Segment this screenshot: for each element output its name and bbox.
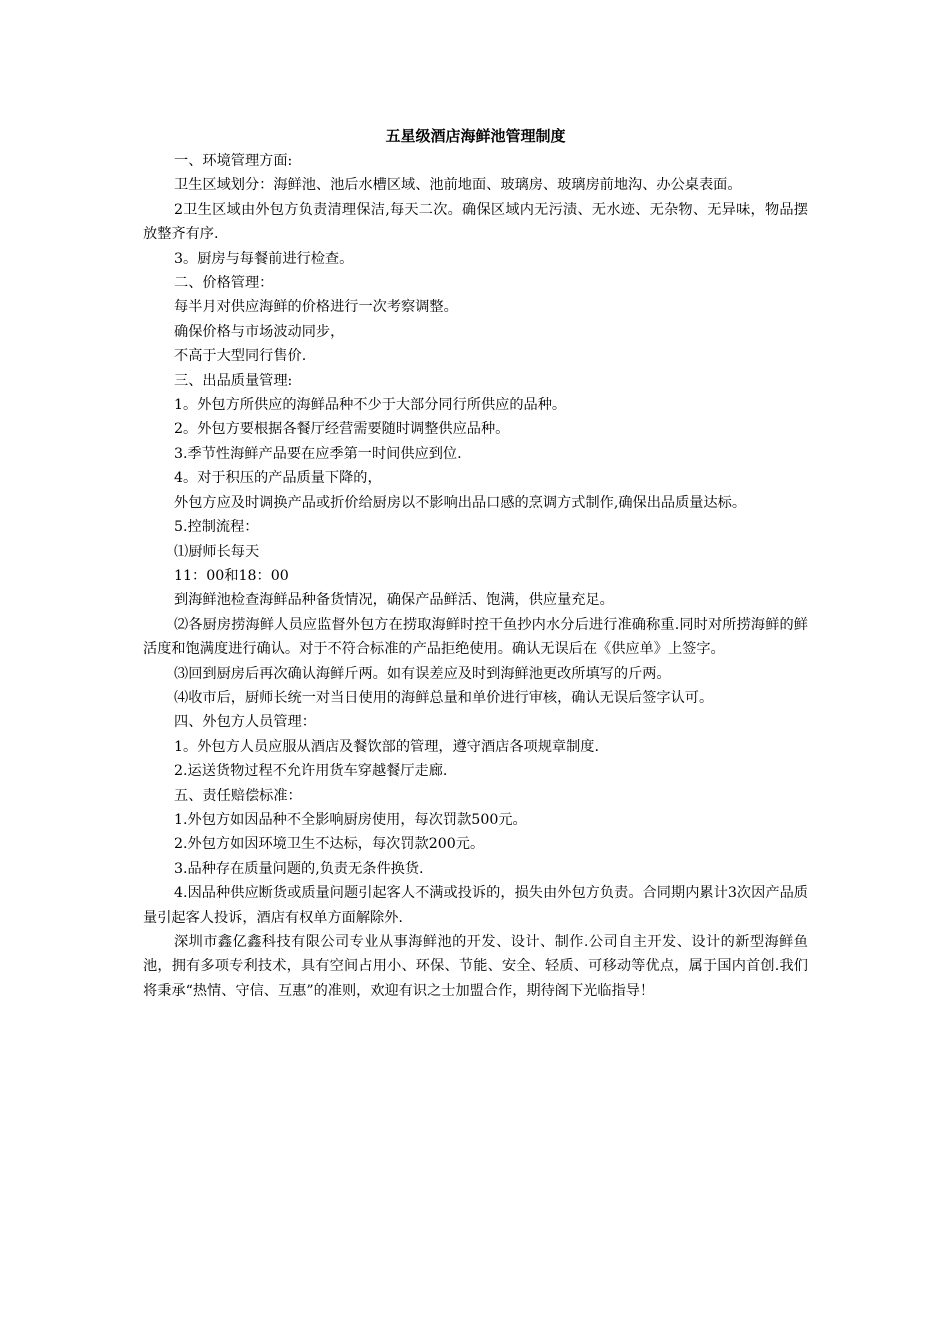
paragraph: 三、出品质量管理:	[174, 372, 293, 389]
paragraph: 2.运送货物过程不允许用货车穿越餐厅走廊.	[174, 763, 448, 780]
paragraph: 4。对于积压的产品质量下降的，	[174, 470, 382, 487]
paragraph: ⑶回到厨房后再次确认海鲜斤两。如有误差应及时到海鲜池更改所填写的斤两。	[174, 665, 671, 682]
paragraph: 到海鲜池检查海鲜品种备货情况，确保产品鲜活、饱满，供应量充足。	[174, 592, 614, 609]
paragraph: 卫生区域划分：海鲜池、池后水槽区域、池前地面、玻璃房、玻璃房前地沟、办公桌表面。	[174, 177, 742, 194]
paragraph: 外包方应及时调换产品或折价给厨房以不影响出品口感的烹调方式制作,确保出品质量达标。	[174, 494, 747, 511]
document-page	[143, 124, 808, 1003]
paragraph: 5.控制流程：	[174, 519, 259, 536]
paragraph: 二、价格管理：	[174, 275, 274, 292]
paragraph: ⑵各厨房捞海鲜人员应监督外包方在捞取海鲜时控干鱼抄内水分后进行准确称重.同时对所捞海鲜的鲜活度和饱满度进行确认。对于不符合标准的产品拒绝使用。确认无误后在《供应单》上签字。	[143, 616, 808, 658]
paragraph: 3.季节性海鲜产品要在应季第一时间供应到位.	[174, 445, 462, 462]
paragraph: 深圳市鑫亿鑫科技有限公司专业从事海鲜池的开发、设计、制作.公司自主开发、设计的新型海鲜鱼池，拥有多项专利技术，具有空间占用小、环保、节能、安全、轻质、可移动等优点，属于国内首创.我们将秉承“热情、守信、互惠”的准则，欢迎有识之士加盟合作，期待阁下光临指导！	[143, 934, 808, 999]
paragraph: 3。厨房与每餐前进行检查。	[174, 250, 354, 267]
paragraph: 11：00和18：00	[174, 567, 289, 584]
paragraph: 五、责任赔偿标准：	[174, 787, 302, 804]
paragraph: 确保价格与市场波动同步，	[174, 323, 345, 340]
paragraph: 1。外包方所供应的海鲜品种不少于大部分同行所供应的品种。	[174, 397, 567, 414]
document-title: 五星级酒店海鲜池管理制度	[385, 127, 566, 145]
paragraph: 不高于大型同行售价.	[174, 348, 307, 365]
paragraph: 2。外包方要根据各餐厅经营需要随时调整供应品种。	[174, 421, 510, 438]
document-body	[143, 149, 808, 1003]
paragraph: 3.品种存在质量问题的,负责无条件换货.	[174, 860, 424, 877]
paragraph: 四、外包方人员管理：	[174, 714, 316, 731]
paragraph: 2.外包方如因环境卫生不达标，每次罚款200元。	[174, 836, 485, 853]
paragraph: ⑷收市后，厨师长统一对当日使用的海鲜总量和单价进行审核，确认无误后签字认可。	[174, 689, 714, 706]
paragraph: ⑴厨师长每天	[174, 543, 260, 560]
paragraph: 1。外包方人员应服从酒店及餐饮部的管理，遵守酒店各项规章制度.	[174, 738, 599, 755]
paragraph: 每半月对供应海鲜的价格进行一次考察调整。	[174, 299, 458, 316]
paragraph: 4.因品种供应断货或质量问题引起客人不满或投诉的，损失由外包方负责。合同期内累计3次因产品质量引起客人投诉，酒店有权单方面解除外.	[143, 885, 808, 926]
paragraph: 一、环境管理方面:	[174, 153, 293, 169]
paragraph: 2卫生区域由外包方负责清理保洁,每天二次。确保区域内无污渍、无水迹、无杂物、无异味，物品摆放整齐有序.	[143, 201, 808, 243]
paragraph: 1.外包方如因品种不全影响厨房使用，每次罚款500元。	[174, 811, 527, 828]
